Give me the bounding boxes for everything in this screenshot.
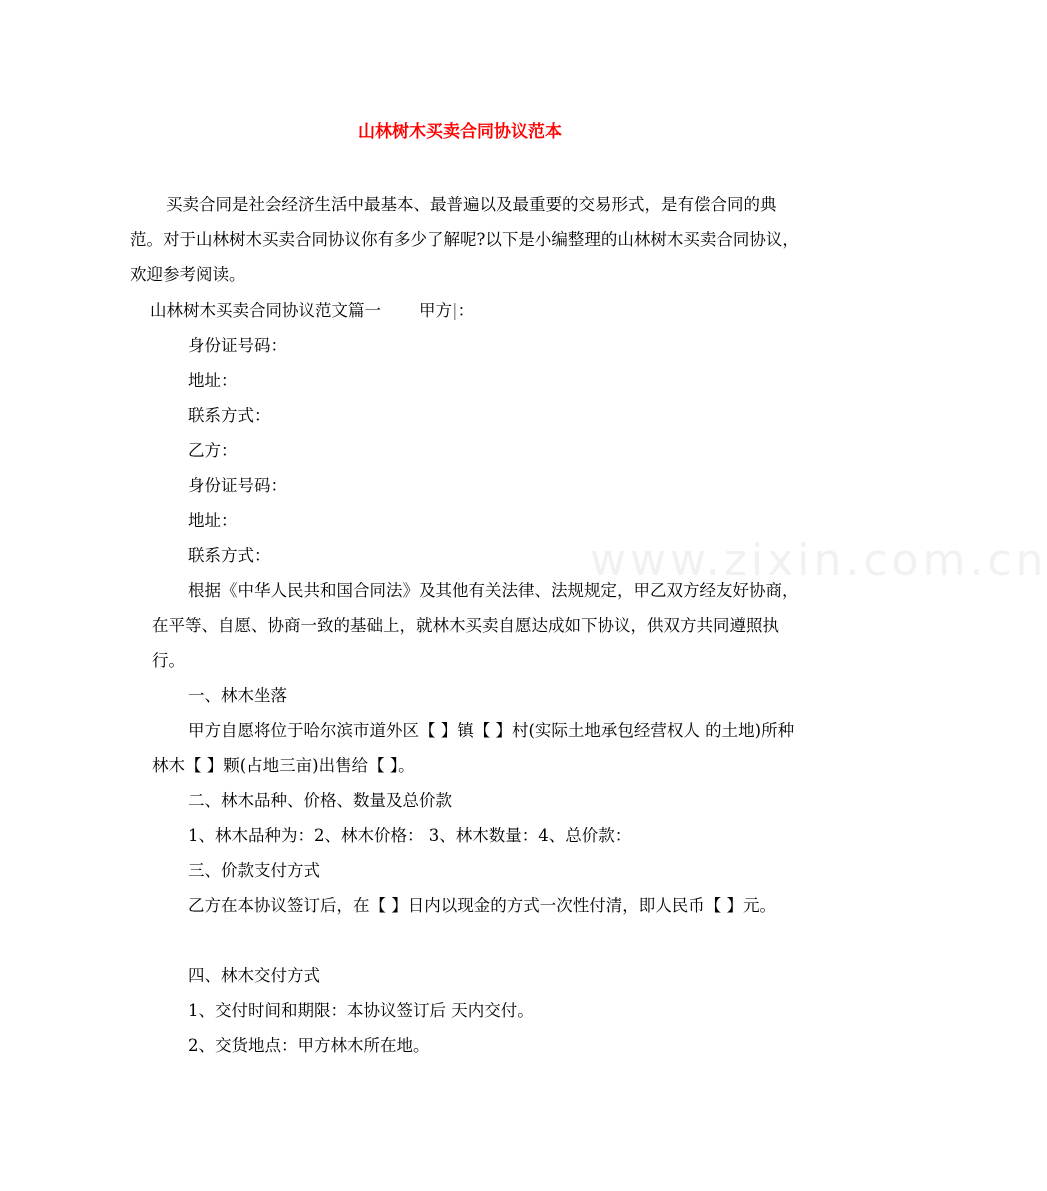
party-a-contact: 联系方式：: [188, 406, 271, 425]
party-b-contact: 联系方式：: [188, 546, 271, 565]
watermark: www.zixin.com.cn: [590, 535, 1047, 586]
section-4-item-2: 2、交货地点：甲方林木所在地。: [188, 1036, 430, 1055]
basis-paragraph: 根据《中华人民共和国合同法》及其他有关法律、法规规定，甲乙双方经友好协商，在平等、自愿、协商一致的基础上，就林木买卖自愿达成如下协议，供双方共同遵照执行。: [152, 581, 799, 670]
section-header: 山林树木买卖合同协议范文篇一: [150, 301, 381, 320]
party-a-label: 甲方: [419, 301, 452, 320]
party-a-address: 地址：: [188, 371, 238, 390]
section-3-body: 乙方在本协议签订后，在【 】日内以现金的方式一次性付清，即人民币【 】元。: [188, 896, 776, 915]
section-2-title: 二、林木品种、价格、数量及总价款: [188, 791, 452, 810]
party-b-label: 乙方：: [188, 441, 238, 460]
section-header-line: [150, 293, 474, 328]
section-4-item-1: 1、交付时间和期限：本协议签订后 天内交付。: [188, 1001, 534, 1020]
party-b-id: 身份证号码：: [188, 476, 287, 495]
section-1-title: 一、林木坐落: [188, 686, 287, 705]
intro-paragraph: 买卖合同是社会经济生活中最基本、最普遍以及最重要的交易形式，是有偿合同的典范。对于山林树木买卖合同协议你有多少了解呢?以下是小编整理的山林树木买卖合同协议，欢迎参考阅读。: [130, 195, 799, 284]
text-cursor: |: [452, 301, 458, 320]
section-4-title: 四、林木交付方式: [188, 966, 320, 985]
section-2-body: 1、林木品种为：2、林木价格： 3、林木数量：4、总价款：: [188, 826, 632, 845]
party-a-suffix: ：: [457, 301, 475, 320]
section-1-body: 甲方自愿将位于哈尔滨市道外区【 】镇【 】村(实际土地承包经营权人 的土地)所种林木【 】颗(占地三亩)出售给【 】。: [152, 721, 795, 775]
party-b-address: 地址：: [188, 511, 238, 530]
section-3-title: 三、价款支付方式: [188, 861, 320, 880]
document-title: 山林树木买卖合同协议范本: [358, 122, 562, 142]
party-a-id: 身份证号码：: [188, 336, 287, 355]
